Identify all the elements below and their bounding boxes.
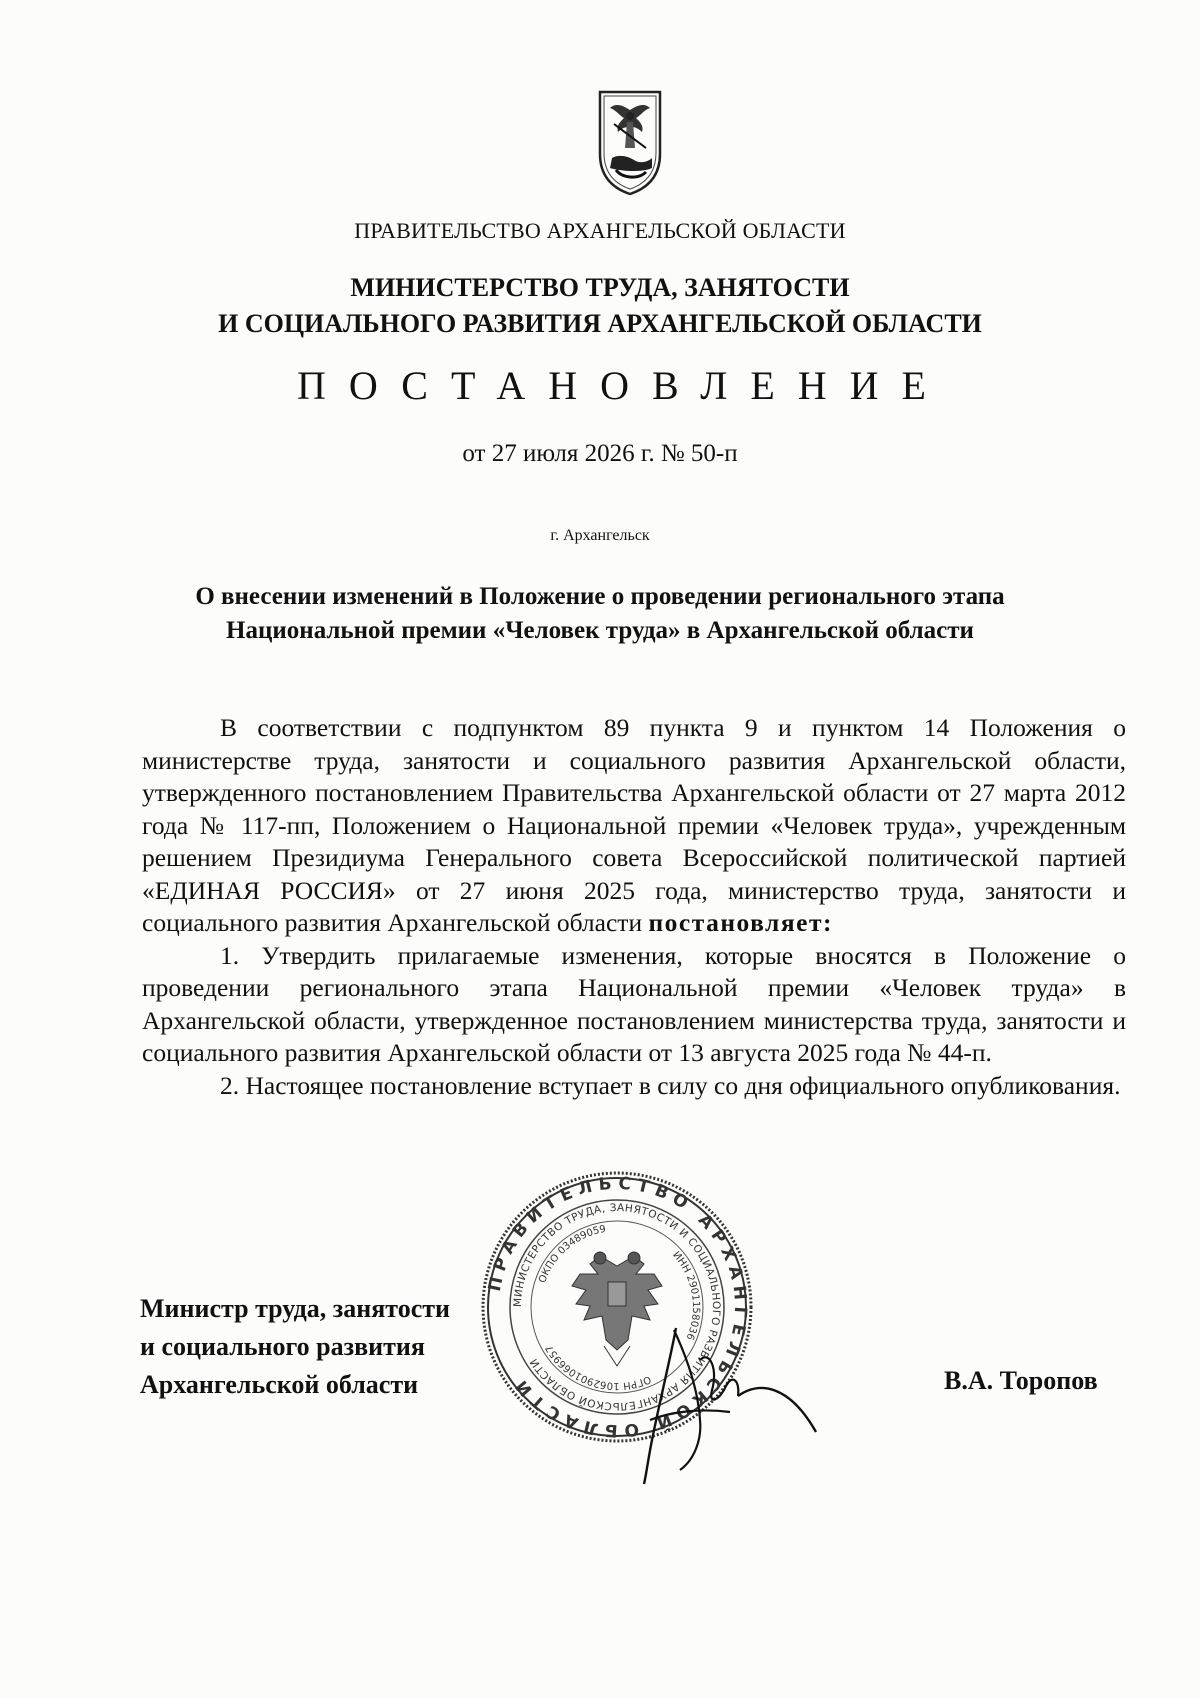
handwritten-signature [640, 1320, 820, 1490]
signer-position-line-3: Архангельской области [140, 1370, 419, 1399]
signer-position-line-2: и социального развития [140, 1332, 425, 1361]
document-city: г. Архангельск [550, 527, 650, 544]
archangel-coat-of-arms-icon [594, 88, 666, 198]
document-body [142, 712, 1126, 1102]
signer-name: В.А. Торопов [944, 1366, 1098, 1395]
document-date-number: от 27 июля 2026 г. № 50-п [462, 440, 738, 467]
ministry-title-line-2: И СОЦИАЛЬНОГО РАЗВИТИЯ АРХАНГЕЛЬСКОЙ ОБЛАСТИ [218, 309, 982, 338]
ministry-title [0, 270, 1200, 342]
seal-outer-text: ПРАВИТЕЛЬСТВО АРХАНГЕЛЬСКОЙ ОБЛАСТИ [484, 1173, 751, 1441]
seal-ogrn: ОГРН 1062901066957 [543, 1342, 653, 1392]
preamble-paragraph [142, 712, 1126, 940]
subject-line-2: Национальной премии «Человек труда» в Архангельской области [226, 617, 974, 644]
seal-okpo: ОКПО 03489059 [537, 1223, 607, 1285]
item-2-paragraph: 2. Настоящее постановление вступает в силу со дня официального опубликования. [220, 1070, 1121, 1100]
item-1-paragraph: 1. Утвердить прилагаемые изменения, которые вносятся в Положение о проведении регионального этапа Национальной премии «Человек труда» в Архангельской области, утвержденное постановлением министерства труда, занятости и социального развития Архангельской области от 13 августа 2025 года № 44-п. [142, 940, 1126, 1067]
preamble-text: В соответствии с подпунктом 89 пункта 9 и пунктом 14 Положения о министерстве труда, занятости и социального развития Архангельской области, утвержденного постановлением Правительства Архангельской области от 27 марта 2012 года № 117-пп, Положением о Национальной премии «Человек труда», учрежденным решением Президиума Генерального совета Всероссийской политической партией «ЕДИНАЯ РОССИЯ» от 27 июня 2025 года, министерство труда, занятости и социального развития Архангельской области [142, 713, 1126, 937]
document-subject [0, 580, 1200, 648]
subject-line-1: О внесении изменений в Положение о проведении регионального этапа [195, 583, 1005, 610]
seal-inner-text: МИНИСТЕРСТВО ТРУДА, ЗАНЯТОСТИ И СОЦИАЛЬНОГО РАЗВИТИЯ АРХАНГЕЛЬСКОЙ ОБЛАСТИ [511, 1201, 723, 1413]
government-title: ПРАВИТЕЛЬСТВО АРХАНГЕЛЬСКОЙ ОБЛАСТИ [354, 218, 846, 243]
seal-inn: ИНН 2901158036 [670, 1249, 702, 1342]
resolves-word: постановляет [648, 908, 824, 937]
ministry-title-line-1: МИНИСТЕРСТВО ТРУДА, ЗАНЯТОСТИ [350, 273, 850, 302]
resolves-colon: : [823, 908, 834, 937]
signer-position-line-1: Министр труда, занятости [140, 1294, 451, 1323]
signer-position [140, 1290, 450, 1404]
document-type: ПОСТАНОВЛЕНИЕ [297, 363, 949, 408]
